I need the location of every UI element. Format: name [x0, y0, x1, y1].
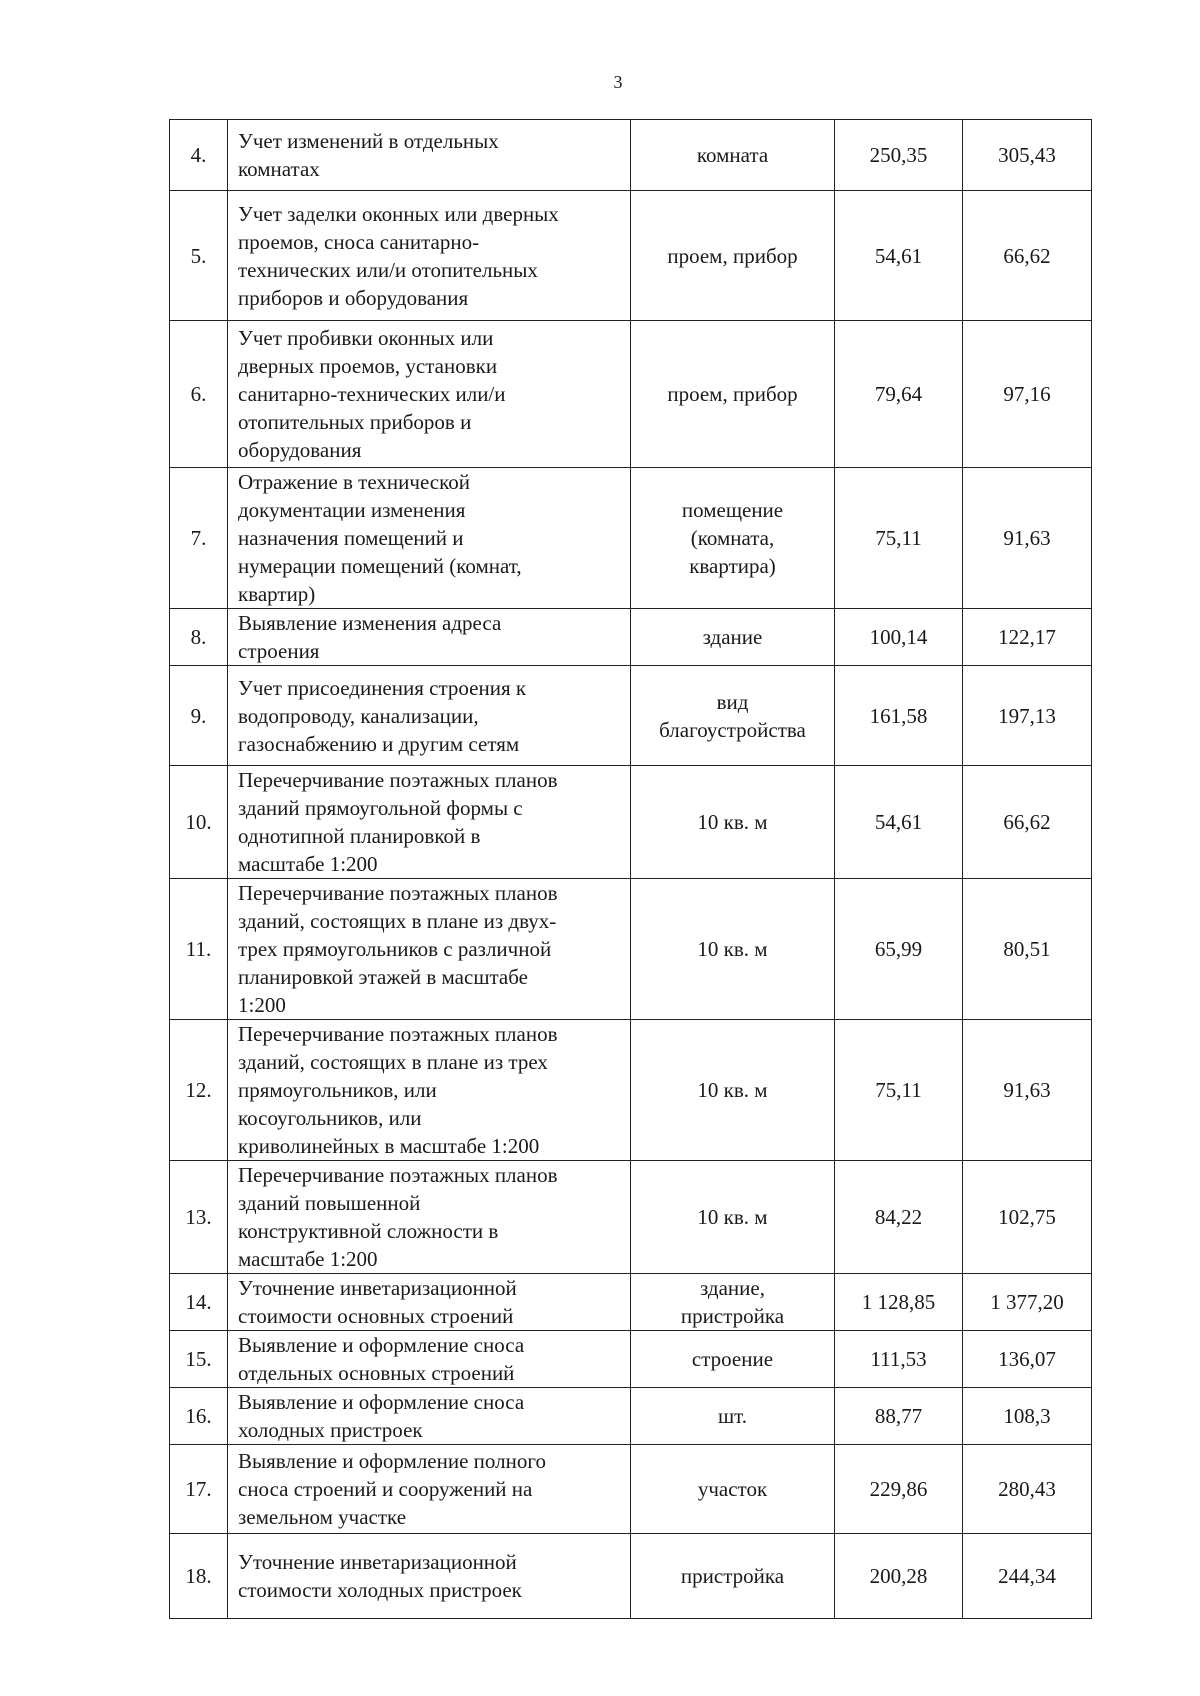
row-number: 17.: [170, 1445, 228, 1534]
row-number: 12.: [170, 1020, 228, 1161]
price-value-2: 80,51: [963, 879, 1092, 1020]
price-value-2: 108,3: [963, 1388, 1092, 1445]
table-row: [170, 609, 1092, 666]
price-value-2: 197,13: [963, 666, 1092, 766]
table-row: [170, 766, 1092, 879]
price-value-1: 229,86: [835, 1445, 963, 1534]
unit-of-measure: пристройка: [631, 1534, 835, 1619]
service-name: Отражение в технической документации изменения назначения помещений и нумерации помещений (комнат, квартир): [228, 468, 631, 609]
price-value-1: 79,64: [835, 321, 963, 468]
row-number: 18.: [170, 1534, 228, 1619]
table-row: [170, 1388, 1092, 1445]
unit-of-measure: проем, прибор: [631, 321, 835, 468]
unit-of-measure: участок: [631, 1445, 835, 1534]
service-name: Выявление и оформление полного сноса строений и сооружений на земельном участке: [228, 1445, 631, 1534]
service-name: Уточнение инветаризационной стоимости основных строений: [228, 1274, 631, 1331]
row-number: 4.: [170, 120, 228, 191]
table-row: [170, 1331, 1092, 1388]
price-value-1: 111,53: [835, 1331, 963, 1388]
price-value-2: 280,43: [963, 1445, 1092, 1534]
price-value-1: 75,11: [835, 468, 963, 609]
price-value-1: 75,11: [835, 1020, 963, 1161]
table-row: [170, 468, 1092, 609]
price-value-1: 88,77: [835, 1388, 963, 1445]
row-number: 9.: [170, 666, 228, 766]
price-value-2: 97,16: [963, 321, 1092, 468]
unit-of-measure: 10 кв. м: [631, 1020, 835, 1161]
price-value-2: 91,63: [963, 1020, 1092, 1161]
table-row: [170, 1534, 1092, 1619]
price-value-1: 250,35: [835, 120, 963, 191]
service-name: Перечерчивание поэтажных планов зданий, состоящих в плане из двух- трех прямоугольников с различной планировкой этажей в масштабе 1:200: [228, 879, 631, 1020]
unit-of-measure: вид благоустройства: [631, 666, 835, 766]
unit-of-measure: помещение (комната, квартира): [631, 468, 835, 609]
service-name: Выявление и оформление сноса холодных пристроек: [228, 1388, 631, 1445]
price-value-2: 136,07: [963, 1331, 1092, 1388]
service-name: Перечерчивание поэтажных планов зданий повышенной конструктивной сложности в масштабе 1:200: [228, 1161, 631, 1274]
unit-of-measure: проем, прибор: [631, 191, 835, 321]
service-name: Уточнение инветаризационной стоимости холодных пристроек: [228, 1534, 631, 1619]
service-name: Выявление и оформление сноса отдельных основных строений: [228, 1331, 631, 1388]
price-value-1: 65,99: [835, 879, 963, 1020]
unit-of-measure: 10 кв. м: [631, 1161, 835, 1274]
row-number: 13.: [170, 1161, 228, 1274]
service-name: Перечерчивание поэтажных планов зданий прямоугольной формы с однотипной планировкой в масштабе 1:200: [228, 766, 631, 879]
row-number: 8.: [170, 609, 228, 666]
price-value-2: 66,62: [963, 191, 1092, 321]
unit-of-measure: здание, пристройка: [631, 1274, 835, 1331]
price-value-2: 66,62: [963, 766, 1092, 879]
service-name: Учет пробивки оконных или дверных проемов, установки санитарно-технических или/и отопительных приборов и оборудования: [228, 321, 631, 468]
service-name: Учет заделки оконных или дверных проемов, сноса санитарно- технических или/и отопительных приборов и оборудования: [228, 191, 631, 321]
service-name: Выявление изменения адреса строения: [228, 609, 631, 666]
row-number: 11.: [170, 879, 228, 1020]
price-value-2: 102,75: [963, 1161, 1092, 1274]
table-row: [170, 1445, 1092, 1534]
price-table-body: [170, 120, 1092, 1619]
price-value-1: 1 128,85: [835, 1274, 963, 1331]
price-value-1: 54,61: [835, 766, 963, 879]
price-table: [169, 119, 1092, 1619]
table-row: [170, 120, 1092, 191]
table-row: [170, 1274, 1092, 1331]
page-number: 3: [613, 72, 623, 92]
row-number: 7.: [170, 468, 228, 609]
row-number: 6.: [170, 321, 228, 468]
row-number: 15.: [170, 1331, 228, 1388]
price-value-2: 122,17: [963, 609, 1092, 666]
price-value-2: 1 377,20: [963, 1274, 1092, 1331]
price-value-2: 305,43: [963, 120, 1092, 191]
unit-of-measure: комната: [631, 120, 835, 191]
unit-of-measure: 10 кв. м: [631, 766, 835, 879]
table-row: [170, 321, 1092, 468]
service-name: Перечерчивание поэтажных планов зданий, состоящих в плане из трех прямоугольников, или косоугольников, или криволинейных в масштабе 1:200: [228, 1020, 631, 1161]
price-value-1: 100,14: [835, 609, 963, 666]
row-number: 5.: [170, 191, 228, 321]
table-row: [170, 191, 1092, 321]
service-name: Учет изменений в отдельных комнатах: [228, 120, 631, 191]
unit-of-measure: здание: [631, 609, 835, 666]
price-value-1: 200,28: [835, 1534, 963, 1619]
row-number: 16.: [170, 1388, 228, 1445]
unit-of-measure: строение: [631, 1331, 835, 1388]
price-value-1: 54,61: [835, 191, 963, 321]
price-value-2: 244,34: [963, 1534, 1092, 1619]
unit-of-measure: 10 кв. м: [631, 879, 835, 1020]
table-row: [170, 1161, 1092, 1274]
service-name: Учет присоединения строения к водопроводу, канализации, газоснабжению и другим сетям: [228, 666, 631, 766]
table-row: [170, 879, 1092, 1020]
unit-of-measure: шт.: [631, 1388, 835, 1445]
price-value-1: 161,58: [835, 666, 963, 766]
price-value-2: 91,63: [963, 468, 1092, 609]
price-value-1: 84,22: [835, 1161, 963, 1274]
row-number: 10.: [170, 766, 228, 879]
table-row: [170, 666, 1092, 766]
table-row: [170, 1020, 1092, 1161]
row-number: 14.: [170, 1274, 228, 1331]
